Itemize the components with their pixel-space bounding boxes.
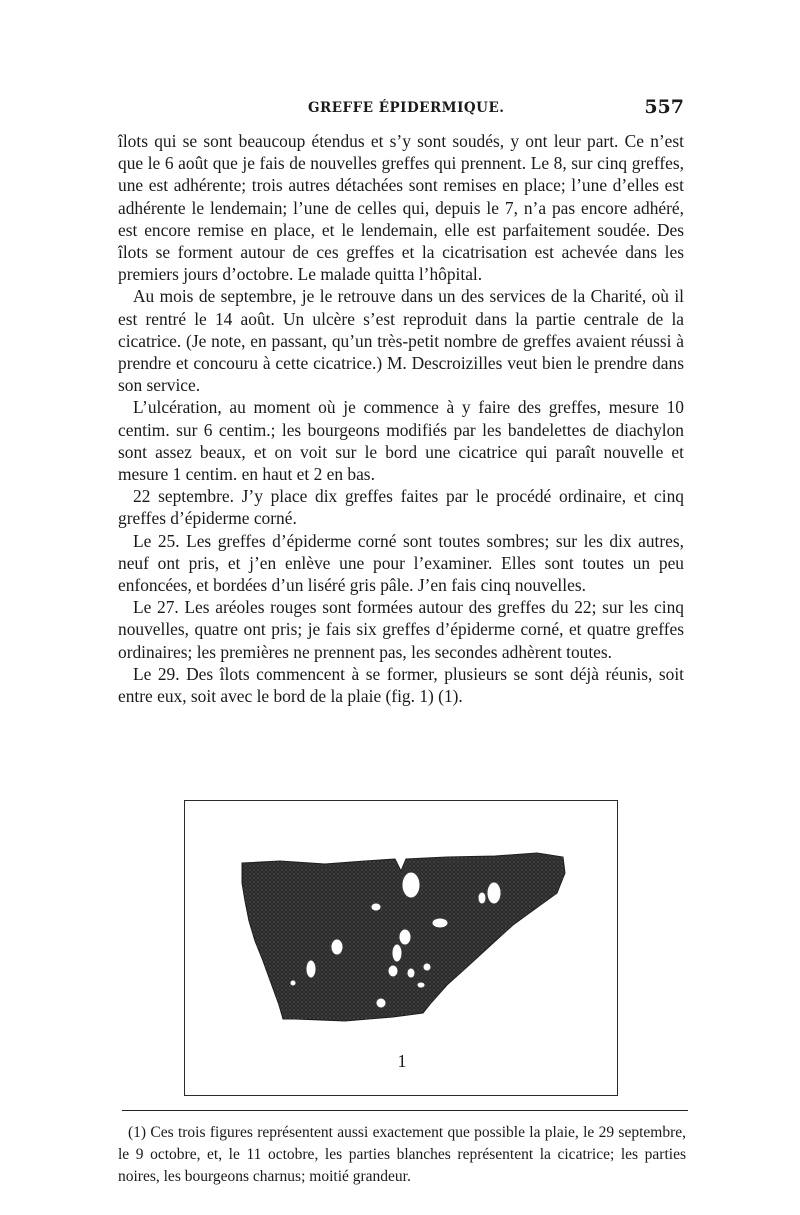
paragraph-le-25: Le 25. Les greffes d’épiderme corné sont toutes sombres; sur les dix autres, neuf ont pris, et j’en enlève une pour l’examiner. Elles sont toutes un peu enfoncées, et bordées d’un liséré gris pâle. J’en fais cinq nouvelles. [118, 530, 684, 596]
scar-island [407, 968, 415, 978]
scar-island [371, 903, 381, 911]
paragraph-ulceration: L’ulcération, au moment où je commence à y faire des greffes, mesure 10 centim. sur 6 centim.; les bourgeons modifiés par les bandelettes de diachylon sont assez beaux, et on voit sur le bord une cicatrice qui paraît nouvelle et mesure 1 centim. en haut et 2 en bas. [118, 397, 684, 485]
scar-island [402, 872, 420, 898]
figure-1 [184, 800, 618, 1096]
footnote [118, 1122, 686, 1188]
scar-island [388, 965, 398, 977]
footnote-text: (1) Ces trois figures représentent aussi exactement que possible la plaie, le 29 septembre, le 9 octobre, et, le 11 octobre, les parties blanches représentent la cicatrice; les parties noires, les bourgeons charnus; moitié grandeur. [118, 1124, 686, 1185]
paragraph-le-27: Le 27. Les aréoles rouges sont formées autour des greffes du 22; sur les cinq nouvelles, quatre ont pris; je fais six greffes d’épiderme corné, et quatre greffes ordinaires; les premières ne prennent pas, les secondes adhèrent toutes. [118, 597, 684, 662]
scar-island [487, 882, 501, 904]
scar-island [423, 963, 431, 971]
scar-island [417, 982, 425, 988]
page-header [118, 96, 684, 124]
scar-island [478, 892, 486, 904]
body-text [118, 130, 684, 707]
scar-island [331, 939, 343, 955]
scar-island [306, 960, 316, 978]
paragraph-22-septembre: 22 septembre. J’y place dix greffes faites par le procédé ordinaire, et cinq greffes d’épiderme corné. [118, 486, 684, 529]
running-title: GREFFE ÉPIDERMIQUE. [308, 100, 505, 116]
paragraph-charite: Au mois de septembre, je le retrouve dans un des services de la Charité, où il est rentré le 14 août. Un ulcère s’est reproduit dans la partie centrale de la cicatrice. (Je note, en passant, qu’un très-petit nombre de greffes avaient réussi à prendre et concouru à cette cicatrice.) M. Descroizilles veut bien le prendre dans son service. [118, 286, 684, 396]
figure-caption: 1 [397, 1051, 407, 1071]
page-number: 557 [644, 96, 684, 118]
paragraph-continuation: îlots qui se sont beaucoup étendus et s’y sont soudés, y ont leur part. Ce n’est que le 6 août que je fais de nouvelles greffes qui prennent. Le 8, sur cinq greffes, une est adhérente; trois autres détachées sont remises en place; l’une d’elles est adhérente le lendemain; l’une de celles qui, depuis le 7, n’a pas encore adhéré, est encore remise en place, et le lendemain, elle est parfaitement soudée. Des îlots se forment autour de ces greffes et la cicatrisation est achevée dans les premiers jours d’octobre. Le malade quitta l’hôpital. [118, 131, 684, 285]
scar-island [376, 998, 386, 1008]
scar-island [290, 980, 296, 986]
scar-island [399, 929, 411, 945]
paragraph-le-29: Le 29. Des îlots commencent à se former, plusieurs se sont déjà réunis, soit entre eux, soit avec le bord de la plaie (fig. 1) (1). [118, 663, 684, 707]
scar-island [392, 944, 402, 962]
scar-island [432, 918, 448, 928]
footnote-rule [122, 1110, 688, 1111]
